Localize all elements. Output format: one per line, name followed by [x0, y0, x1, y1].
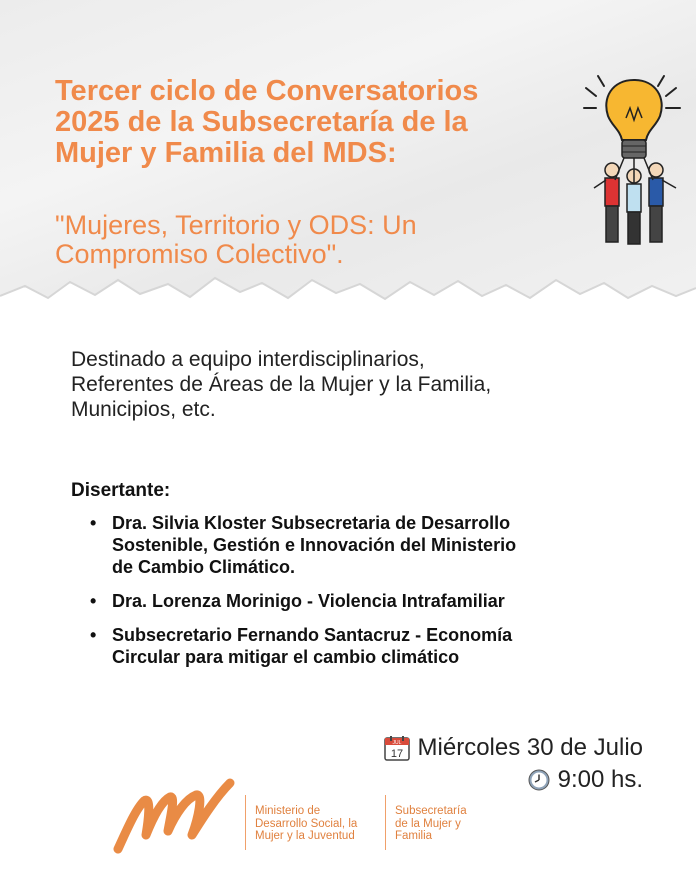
date-text: Miércoles 30 de Julio — [417, 734, 643, 761]
calendar-day: 17 — [390, 748, 403, 760]
event-time — [528, 767, 643, 793]
subsecretariat-line: Familia — [395, 830, 433, 842]
event-date — [384, 735, 643, 761]
torn-paper-edge — [0, 268, 696, 348]
bullet: • — [90, 591, 97, 611]
audience-line: Destinado a equipo interdisciplinarios, — [71, 348, 425, 371]
ministry-line: Ministerio de — [255, 805, 321, 817]
subtitle-line: "Mujeres, Territorio y ODS: Un — [55, 210, 417, 240]
bullet: • — [90, 513, 97, 533]
audience-line: Municipios, etc. — [71, 398, 216, 421]
speaker-line: Subsecretario Fernando Santacruz - Economía — [112, 625, 513, 645]
ministry-line: Mujer y la Juventud — [255, 830, 355, 842]
speakers-heading: Disertante: — [71, 480, 171, 501]
title-line: Mujer y Familia del MDS: — [55, 137, 397, 169]
speaker-item — [88, 512, 648, 578]
time-text: 9:00 hs. — [557, 766, 643, 793]
ministry-name — [255, 805, 357, 843]
speaker-line: Sostenible, Gestión e Innovación del Ministerio — [112, 535, 517, 555]
title-line: 2025 de la Subsecretaría de la — [55, 106, 468, 138]
page-title — [55, 76, 595, 169]
speaker-line: Dra. Silvia Kloster Subsecretaria de Desarrollo — [112, 513, 511, 533]
subsecretariat-line: Subsecretaría — [395, 805, 467, 817]
title-line: Tercer ciclo de Conversatorios — [55, 75, 479, 107]
speaker-line: de Cambio Climático. — [112, 557, 296, 577]
ministry-line: Desarrollo Social, la — [255, 817, 358, 830]
subtitle-line: Compromiso Colectivo". — [55, 239, 344, 269]
audience-line: Referentes de Áreas de la Mujer y la Familia, — [71, 373, 492, 396]
page-subtitle — [55, 211, 525, 269]
lightbulb-teamwork-illustration — [582, 68, 688, 246]
speaker-line: Circular para mitigar el cambio climático — [112, 647, 460, 667]
subsecretariat-name — [395, 805, 467, 843]
clock-icon — [528, 769, 550, 791]
bullet: • — [90, 625, 97, 645]
speaker-line: Dra. Lorenza Morinigo - Violencia Intrafamiliar — [112, 591, 505, 611]
ministry-logo — [112, 775, 242, 855]
target-audience — [71, 347, 671, 422]
speakers-list — [88, 512, 648, 680]
calendar-month: JUL — [392, 740, 401, 746]
speaker-item — [88, 624, 648, 668]
subsecretariat-line: de la Mujer y — [395, 817, 461, 830]
calendar-icon — [384, 735, 410, 761]
footer-divider — [385, 795, 386, 850]
speaker-item — [88, 590, 648, 612]
footer-divider — [245, 795, 246, 850]
